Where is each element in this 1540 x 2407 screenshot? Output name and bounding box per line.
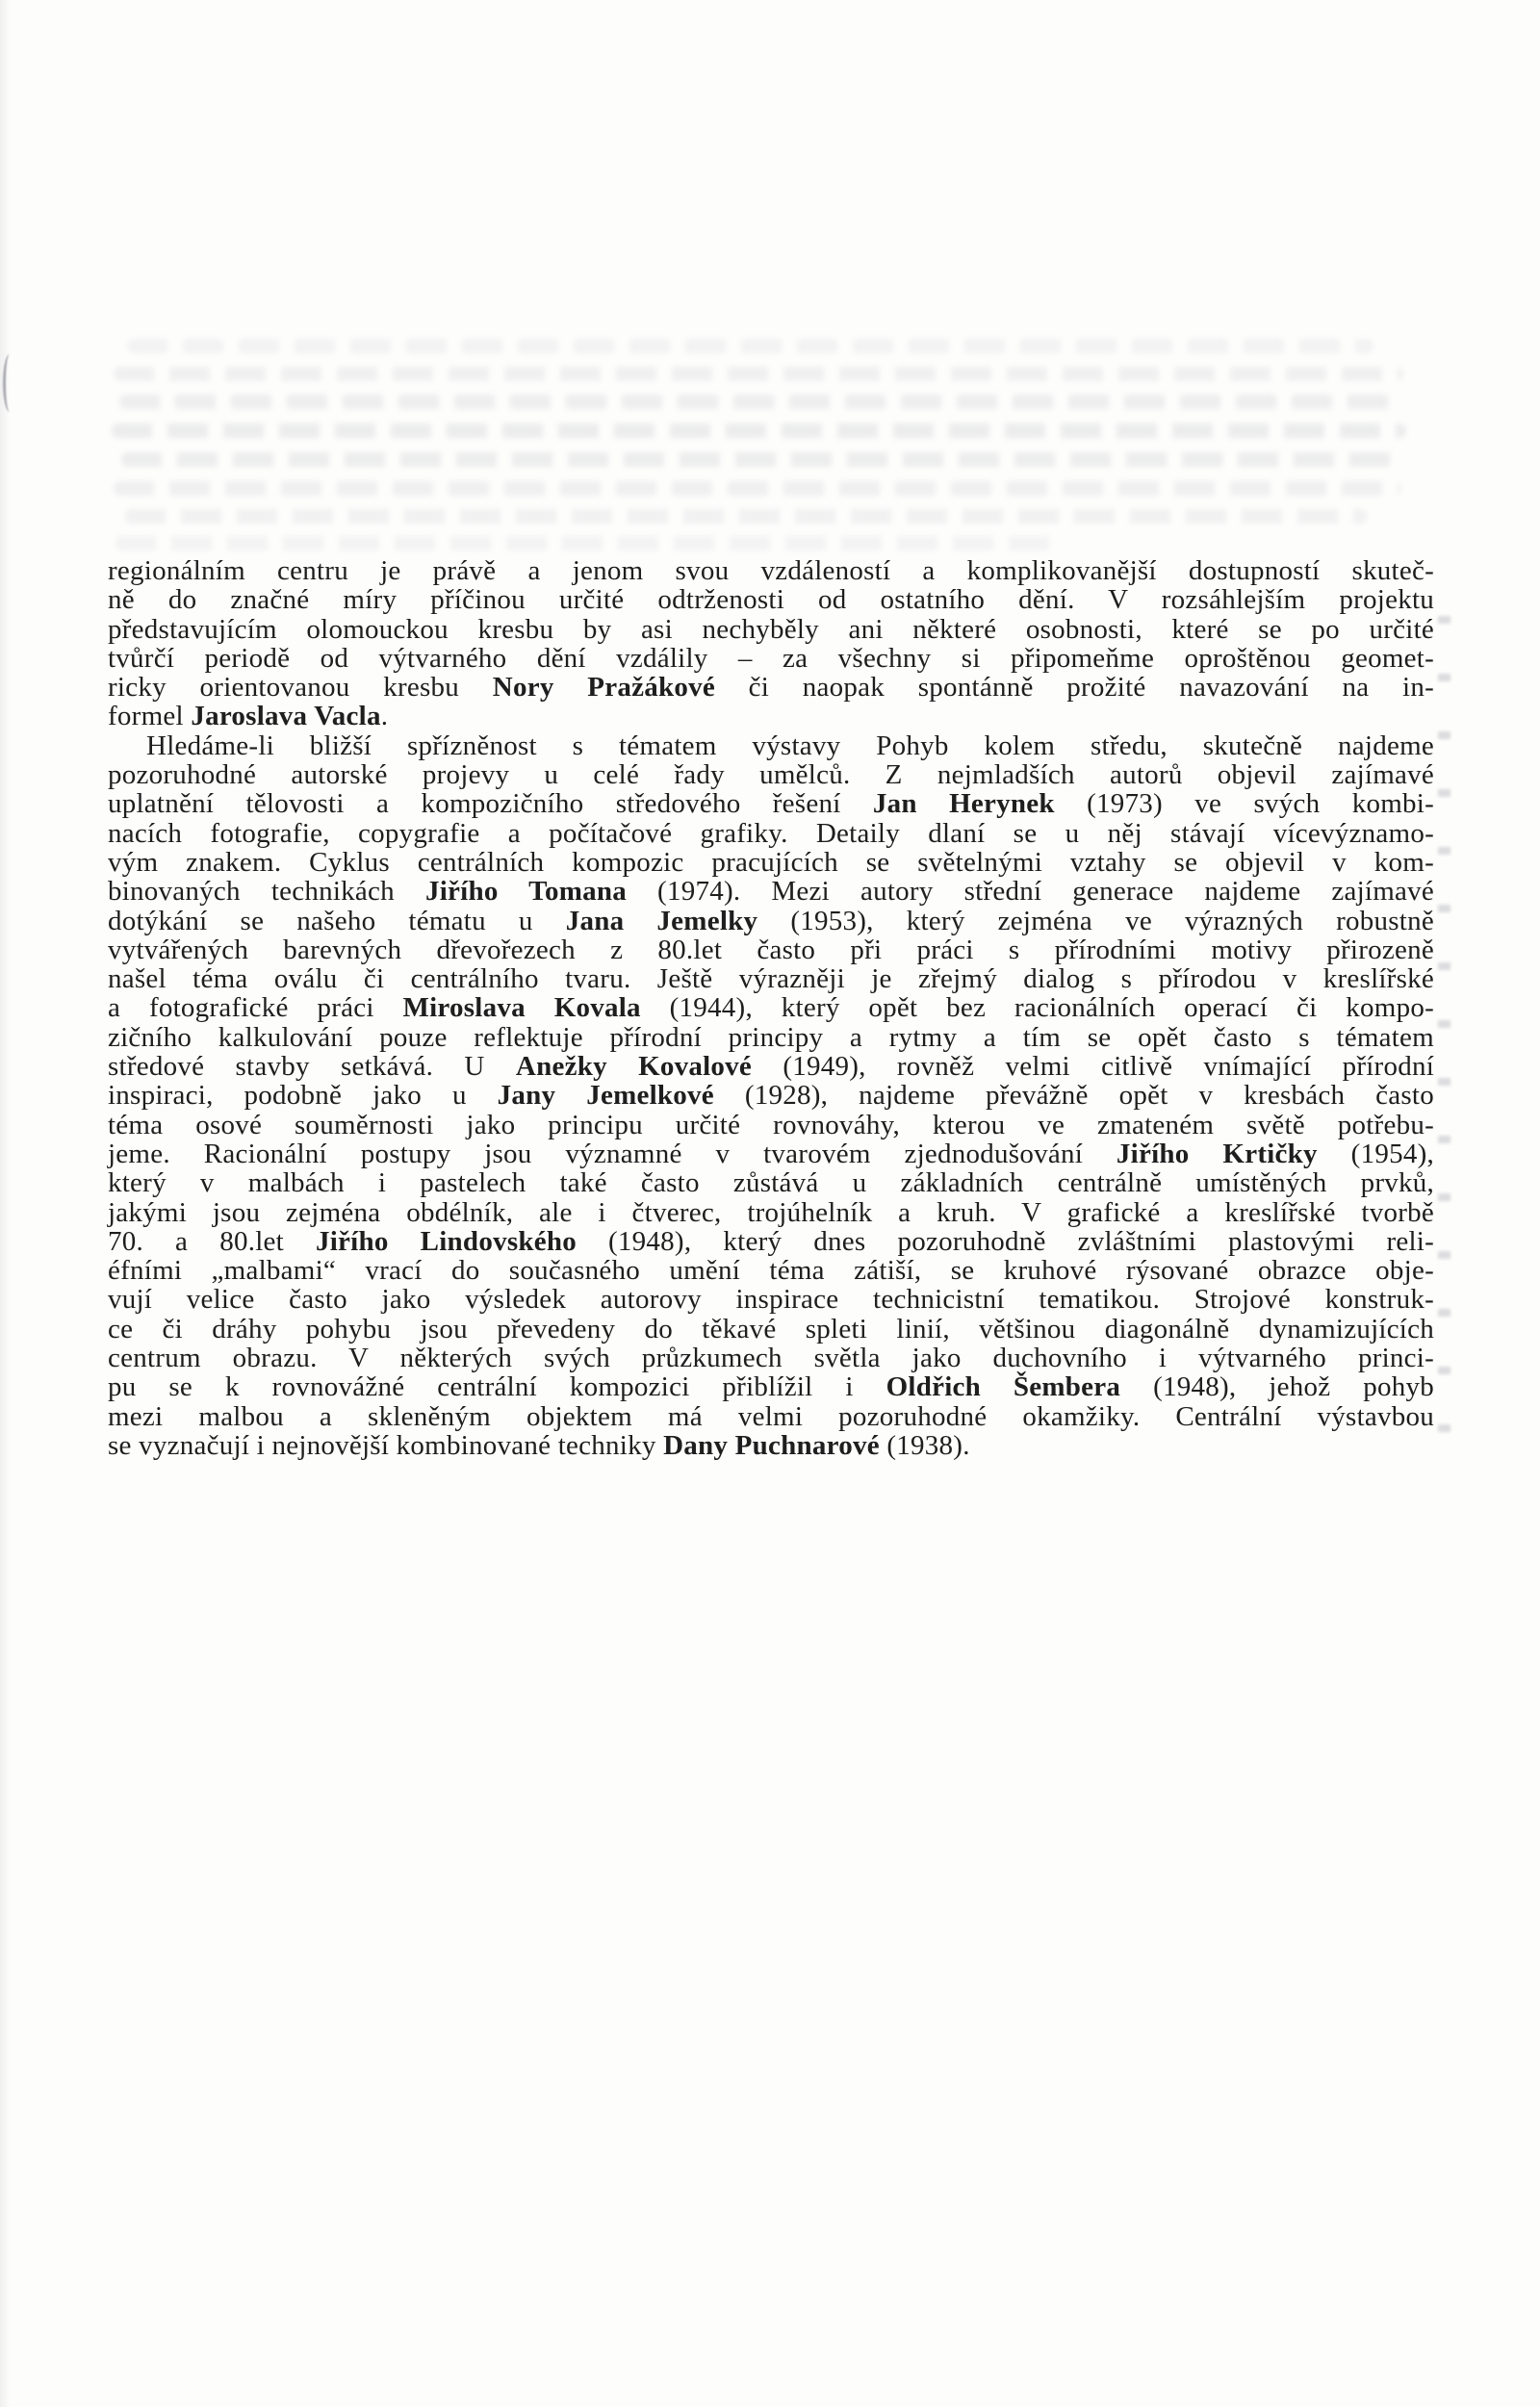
text-segment: éfními „malbami“ vrací do současného umění téma zátiší, se kruhové rýsované obrazce obje- bbox=[108, 1255, 1434, 1287]
text-segment: (1973) ve svých kombi- bbox=[1054, 788, 1435, 820]
text-line bbox=[108, 585, 1434, 614]
text-line bbox=[108, 789, 1434, 818]
text-line bbox=[108, 1139, 1434, 1168]
text-segment: se vyznačují i nejnovější kombinované techniky bbox=[108, 1429, 664, 1461]
text-line bbox=[108, 1168, 1434, 1197]
text-segment: (1944), který opět bez racionálních operací či kompo- bbox=[640, 992, 1435, 1024]
bleedthrough-line bbox=[119, 395, 1399, 409]
artist-name: Oldřich Šembera bbox=[886, 1371, 1121, 1403]
artist-name: Jiřího Tomana bbox=[424, 876, 628, 908]
text-segment: tvůrčí periodě od výtvarného dění vzdálily – za všechny si připomeňme oproštěnou geomet- bbox=[108, 642, 1434, 674]
artist-name: Anežky Kovalové bbox=[515, 1051, 753, 1083]
text-segment: vytvářených barevných dřevořezech z 80.let často při práci s přírodními motivy přirozeně bbox=[108, 934, 1434, 965]
text-line bbox=[108, 1372, 1434, 1401]
text-segment: (1928), najdeme převážně opět v kresbách často bbox=[713, 1080, 1434, 1112]
text-segment: jakými jsou zejména obdélník, ale i čtverec, trojúhelník a kruh. V grafické a kreslířské tvorbě bbox=[108, 1196, 1434, 1228]
text-segment: (1948), jehož pohyb bbox=[1120, 1371, 1434, 1403]
text-line bbox=[108, 644, 1434, 673]
text-segment: pu se k rovnovážné centrální kompozici přiblížil i bbox=[108, 1371, 886, 1403]
bleedthrough-line bbox=[125, 509, 1367, 524]
text-line bbox=[108, 1227, 1434, 1256]
text-line bbox=[108, 1198, 1434, 1227]
page-text-block bbox=[108, 556, 1434, 1460]
text-line bbox=[108, 848, 1434, 877]
text-segment: středové stavby setkává. U bbox=[108, 1051, 516, 1083]
text-line bbox=[108, 1315, 1434, 1344]
text-line bbox=[108, 556, 1434, 585]
text-segment: formel bbox=[108, 701, 192, 732]
artist-name: Jaroslava Vacla bbox=[191, 701, 381, 732]
text-line bbox=[108, 1256, 1434, 1285]
text-segment: vují velice často jako výsledek autorovy inspirace technicistní tematikou. Strojové konstruk- bbox=[108, 1284, 1434, 1316]
text-segment: dotýkání se našeho tématu u bbox=[108, 905, 566, 936]
text-segment: inspiraci, podobně jako u bbox=[108, 1080, 498, 1112]
text-segment: mezi malbou a skleněným objektem má velmi pozoruhodné okamžiky. Centrální výstavbou bbox=[108, 1400, 1434, 1432]
text-line bbox=[108, 1344, 1434, 1372]
text-segment: 70. a 80.let bbox=[108, 1225, 316, 1257]
bleedthrough-line bbox=[114, 481, 1401, 496]
text-segment: ce či dráhy pohybu jsou převedeny do těkavé spleti linií, většinou diagonálně dynamizujících bbox=[108, 1313, 1434, 1344]
text-line bbox=[108, 673, 1434, 702]
text-segment: nacích fotografie, copygrafie a počítačové grafiky. Detaily dlaní se u něj stávají vícevýznamo- bbox=[108, 817, 1434, 849]
text-segment: našel téma oválu či centrálního tvaru. Ještě výrazněji je zřejmý dialog s přírodou v kreslířské bbox=[108, 963, 1434, 995]
bleedthrough-line bbox=[112, 423, 1406, 438]
bleedthrough-edge-marks bbox=[1438, 616, 1450, 1436]
scan-artifact-mark bbox=[3, 354, 16, 412]
artist-name: Jana Jemelky bbox=[565, 905, 758, 936]
text-segment: (1954), bbox=[1317, 1138, 1434, 1169]
text-segment: ně do značné míry příčinou určité odtrženosti od ostatního dění. V rozsáhlejším projektu bbox=[108, 584, 1434, 616]
text-line bbox=[108, 1052, 1434, 1081]
artist-name: Dany Puchnarové bbox=[663, 1429, 880, 1461]
text-line bbox=[108, 993, 1434, 1022]
artist-name: Nory Pražákové bbox=[492, 672, 715, 704]
text-segment: (1948), který dnes pozoruhodně zvláštními plastovými reli- bbox=[576, 1225, 1435, 1257]
text-segment: pozoruhodné autorské projevy u celé řady umělců. Z nejmladších autorů objevil zajímavé bbox=[108, 759, 1434, 791]
text-line bbox=[108, 702, 1434, 730]
text-segment: či naopak spontánně prožité navazování na in- bbox=[714, 672, 1434, 704]
text-line bbox=[108, 907, 1434, 935]
artist-name: Jan Herynek bbox=[872, 788, 1055, 820]
text-segment: centrum obrazu. V některých svých průzkumech světla jako duchovního i výtvarného princi- bbox=[108, 1343, 1434, 1374]
text-segment: uplatnění tělovosti a kompozičního středového řešení bbox=[108, 788, 873, 820]
text-line bbox=[108, 819, 1434, 848]
text-line bbox=[108, 615, 1434, 644]
text-segment: binovaných technikách bbox=[108, 876, 425, 908]
text-line bbox=[108, 1285, 1434, 1314]
text-segment: ricky orientovanou kresbu bbox=[108, 672, 493, 704]
text-segment: téma osové souměrnosti jako principu určité rovnováhy, kterou ve zmateném světě potřebu- bbox=[108, 1109, 1434, 1140]
text-segment: regionálním centru je právě a jenom svou vzdáleností a komplikovanější dostupností skuteč- bbox=[108, 555, 1434, 586]
text-line bbox=[108, 1111, 1434, 1139]
text-line bbox=[108, 731, 1434, 760]
text-line bbox=[108, 877, 1434, 906]
text-segment: (1949), rovněž velmi citlivě vnímající přírodní bbox=[752, 1051, 1435, 1083]
artist-name: Jiřího Lindovského bbox=[316, 1225, 577, 1257]
text-line bbox=[108, 760, 1434, 789]
text-line bbox=[108, 1081, 1434, 1110]
text-segment: (1974). Mezi autory střední generace najdeme zajímavé bbox=[627, 876, 1434, 908]
bleedthrough-line bbox=[127, 339, 1373, 353]
text-segment: představujícím olomouckou kresbu by asi nechyběly ani některé osobnosti, které se po určité bbox=[108, 613, 1434, 645]
artist-name: Jany Jemelkové bbox=[497, 1080, 714, 1112]
bleedthrough-line bbox=[121, 452, 1392, 467]
artist-name: Jiřího Krtičky bbox=[1116, 1138, 1318, 1169]
bleedthrough-line bbox=[114, 367, 1403, 381]
text-segment: (1953), který zejména ve výrazných robustně bbox=[757, 905, 1434, 936]
text-segment: . bbox=[380, 701, 389, 732]
text-segment: vým znakem. Cyklus centrálních kompozic pracujících se světelnými vztahy se objevil v kom- bbox=[108, 846, 1434, 878]
text-segment: (1938). bbox=[879, 1429, 970, 1461]
text-segment: a fotografické práci bbox=[108, 992, 403, 1024]
text-segment: zičního kalkulování pouze reflektuje přírodní principy a rytmy a tím se opět často s tématem bbox=[108, 1021, 1434, 1053]
text-line bbox=[108, 1402, 1434, 1431]
text-segment: který v malbách i pastelech také často zůstává u základních centrálně umístěných prvků, bbox=[108, 1167, 1434, 1199]
text-line bbox=[108, 1023, 1434, 1052]
text-line bbox=[108, 935, 1434, 964]
text-line bbox=[108, 1431, 1434, 1460]
text-line bbox=[108, 964, 1434, 993]
bleedthrough-line bbox=[116, 536, 1059, 551]
text-segment: Hledáme-li bližší spřízněnost s tématem výstavy Pohyb kolem středu, skutečně najdeme bbox=[146, 730, 1434, 761]
artist-name: Miroslava Kovala bbox=[402, 992, 641, 1024]
text-segment: jeme. Racionální postupy jsou významné v tvarovém zjednodušování bbox=[108, 1138, 1116, 1169]
